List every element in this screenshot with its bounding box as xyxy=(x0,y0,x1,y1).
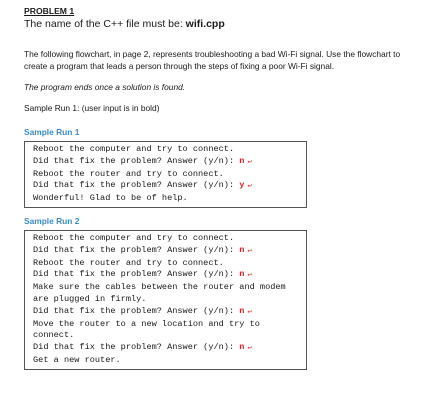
console-text: Did that fix the problem? Answer (y/n): xyxy=(33,269,240,280)
enter-key-icon: ↵ xyxy=(247,271,252,280)
sample-run-2-console xyxy=(24,230,307,370)
problem-heading: PROBLEM 1 xyxy=(24,6,75,16)
console-line xyxy=(33,282,302,306)
console-line xyxy=(33,169,302,181)
enter-key-icon: ↵ xyxy=(247,182,252,191)
console-text: Did that fix the problem? Answer (y/n): xyxy=(33,342,240,353)
enter-key-icon: ↵ xyxy=(247,157,252,166)
console-text: Reboot the router and try to connect. xyxy=(33,168,224,179)
program-ends-note: The program ends once a solution is found. xyxy=(24,82,186,92)
filename-prefix: The name of the C++ file must be: xyxy=(24,18,186,30)
user-answer: y xyxy=(239,180,245,191)
enter-key-icon: ↵ xyxy=(247,344,252,353)
console-text: Get a new router. xyxy=(33,354,121,365)
console-text: Make sure the cables between the router and modem are plugged in firmly. xyxy=(33,282,291,304)
console-line xyxy=(33,269,302,282)
console-line xyxy=(33,156,302,169)
console-text: Move the router to a new location and try to connect. xyxy=(33,318,266,341)
console-line xyxy=(33,355,302,367)
console-line xyxy=(33,319,302,343)
console-line xyxy=(33,258,302,270)
user-answer: n xyxy=(239,342,245,353)
console-line xyxy=(33,180,302,193)
filename: wifi.cpp xyxy=(185,18,225,30)
console-text: Wonderful! Glad to be of help. xyxy=(33,193,188,204)
console-line xyxy=(33,144,302,156)
console-line xyxy=(33,306,302,319)
console-line xyxy=(33,245,302,258)
intro-paragraph: The following flowchart, in page 2, represents troubleshooting a bad Wi-Fi signal. Use the flowchart to create a program that leads a person through the steps of fixing a poor Wi-Fi signal. xyxy=(24,49,401,71)
user-answer: n xyxy=(239,155,245,166)
console-text: Did that fix the problem? Answer (y/n): xyxy=(33,244,240,255)
console-text: Reboot the router and try to connect. xyxy=(33,257,224,268)
enter-key-icon: ↵ xyxy=(247,307,252,316)
filename-requirement xyxy=(24,18,414,31)
user-answer: n xyxy=(239,244,245,255)
console-text: Reboot the computer and try to connect. xyxy=(33,232,235,243)
console-line xyxy=(33,342,302,355)
console-line xyxy=(33,233,302,245)
sample-run-2-heading: Sample Run 2 xyxy=(24,215,80,226)
console-text: Did that fix the problem? Answer (y/n): xyxy=(33,180,240,191)
console-text: Reboot the computer and try to connect. xyxy=(33,144,235,154)
user-answer: n xyxy=(239,305,245,316)
enter-key-icon: ↵ xyxy=(247,246,252,255)
sample-run-intro: Sample Run 1: (user input is in bold) xyxy=(24,103,160,113)
sample-run-1-console xyxy=(24,141,307,208)
user-answer: n xyxy=(239,269,245,280)
console-line xyxy=(33,193,302,205)
sample-run-1-heading: Sample Run 1 xyxy=(24,127,80,137)
document-page xyxy=(24,6,414,370)
console-text: Did that fix the problem? Answer (y/n): xyxy=(33,155,240,166)
console-text: Did that fix the problem? Answer (y/n): xyxy=(33,305,240,316)
